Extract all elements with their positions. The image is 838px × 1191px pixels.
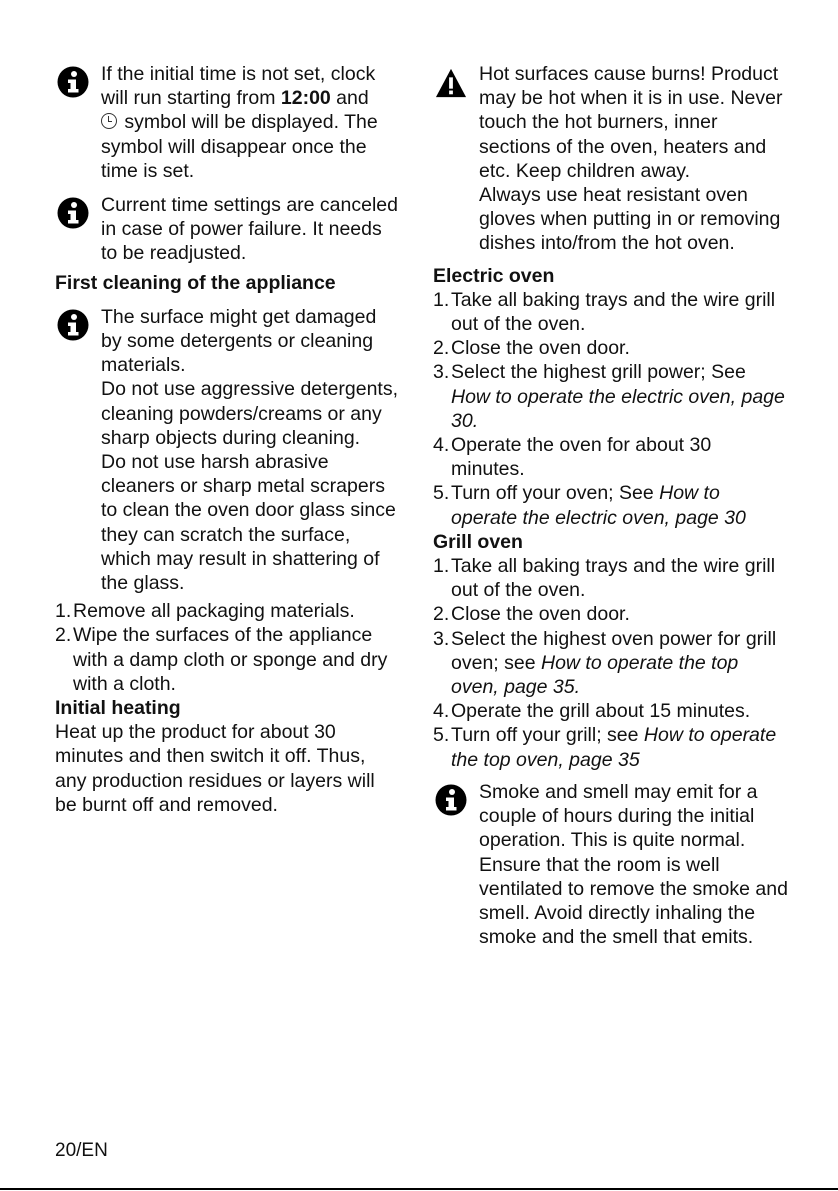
first-cleaning-steps — [55, 599, 400, 696]
info-note-smoke — [433, 780, 788, 949]
step-text: Select the highest grill power; See — [451, 361, 746, 384]
note-text: Do not use harsh abrasive cleaners or sharp metal scrapers to clean the oven door glass since they can scratch the surface, which may result in shattering of the glass. — [101, 451, 396, 595]
page-reference: How to operate the top oven, page 35. — [451, 651, 739, 699]
step-text: Close the oven door. — [451, 603, 630, 626]
step-text: Operate the grill about 15 minutes. — [451, 700, 751, 723]
list-item — [433, 627, 788, 700]
list-item — [55, 599, 400, 623]
note-text: Smoke and smell may emit for a couple of hours during the initial operation. This is quite normal. Ensure that the room is well ventilated to remove the smoke and smell. Avoid directly inhaling the smoke and the smell that emits. — [479, 780, 788, 949]
step-text: Close the oven door. — [451, 337, 630, 360]
warning-note-hot-surfaces — [433, 62, 788, 256]
note-text: and — [330, 87, 369, 110]
right-column — [433, 62, 788, 959]
list-item — [433, 288, 788, 336]
info-note-power-failure — [55, 193, 400, 266]
info-note-detergents — [55, 305, 400, 595]
list-item — [433, 723, 788, 771]
section-heading-first-cleaning: First cleaning of the appliance — [55, 271, 336, 294]
list-item — [433, 360, 788, 433]
note-text: If the initial time is not set, clock will run starting from — [101, 63, 376, 110]
page-reference: How to operate the top oven, page 35 — [451, 724, 777, 771]
step-text: Remove all packaging materials. — [73, 600, 355, 623]
electric-oven-steps — [433, 288, 788, 530]
section-heading-initial-heating: Initial heating — [55, 697, 181, 720]
left-column — [55, 62, 400, 817]
step-text: Turn off your grill; see — [451, 724, 644, 747]
step-text: Take all baking trays and the wire grill out of the oven. — [451, 555, 776, 602]
list-item — [433, 433, 788, 481]
list-item — [433, 481, 788, 529]
note-text: Do not use aggressive detergents, cleaning powders/creams or any sharp objects during cleaning. — [101, 378, 399, 449]
bottom-divider — [0, 1188, 838, 1190]
step-number: 3. — [433, 627, 450, 650]
step-number: 5. — [433, 482, 450, 505]
step-number: 2. — [55, 624, 72, 647]
clock-icon — [101, 113, 117, 129]
step-text: Take all baking trays and the wire grill out of the oven. — [451, 288, 776, 336]
note-text: symbol will be displayed. The symbol will disappear once the time is set. — [101, 111, 378, 182]
step-number: 4. — [433, 434, 450, 457]
step-text: Select the highest oven power for grill oven; see — [451, 627, 777, 674]
step-text: Turn off your oven; See — [451, 482, 660, 505]
info-icon — [57, 309, 89, 341]
step-number: 3. — [433, 361, 450, 384]
info-icon — [57, 66, 89, 98]
info-icon — [57, 197, 89, 229]
list-item — [433, 602, 788, 626]
list-item — [433, 554, 788, 602]
page-number: 20/EN — [55, 1140, 108, 1161]
info-icon — [435, 784, 467, 816]
step-number: 2. — [433, 603, 450, 626]
section-heading-grill-oven: Grill oven — [433, 530, 523, 553]
list-item — [55, 623, 400, 696]
list-item — [433, 336, 788, 360]
page-reference: How to operate the electric oven, page 30 — [451, 482, 746, 529]
section-heading-electric-oven: Electric oven — [433, 264, 555, 287]
step-text: Operate the oven for about 30 minutes. — [451, 434, 712, 481]
page-reference: How to operate the electric oven, page 30. — [451, 385, 785, 432]
step-number: 2. — [433, 337, 450, 360]
warning-text: Hot surfaces cause burns! Product may be hot when it is in use. Never touch the hot burners, inner sections of the oven, heaters and etc. Keep children away. — [479, 63, 783, 182]
step-number: 1. — [55, 600, 72, 623]
info-note-initial-time — [55, 62, 400, 183]
step-number: 5. — [433, 724, 450, 747]
step-number: 4. — [433, 700, 450, 723]
step-number: 1. — [433, 288, 450, 311]
step-text: Wipe the surfaces of the appliance with a damp cloth or sponge and dry with a cloth. — [73, 624, 388, 695]
list-item — [433, 699, 788, 723]
warning-icon — [435, 67, 467, 99]
note-text: Current time settings are canceled in case of power failure. It needs to be readjusted. — [101, 194, 398, 265]
warning-text: Always use heat resistant oven gloves when putting in or removing dishes into/from the hot oven. — [479, 184, 781, 255]
step-number: 1. — [433, 555, 450, 578]
note-time-bold: 12:00 — [280, 87, 331, 110]
initial-heating-paragraph: Heat up the product for about 30 minutes and then switch it off. Thus, any production residues or layers will be burnt off and removed. — [55, 721, 375, 816]
grill-oven-steps — [433, 554, 788, 772]
note-text: The surface might get damaged by some detergents or cleaning materials. — [101, 305, 377, 377]
